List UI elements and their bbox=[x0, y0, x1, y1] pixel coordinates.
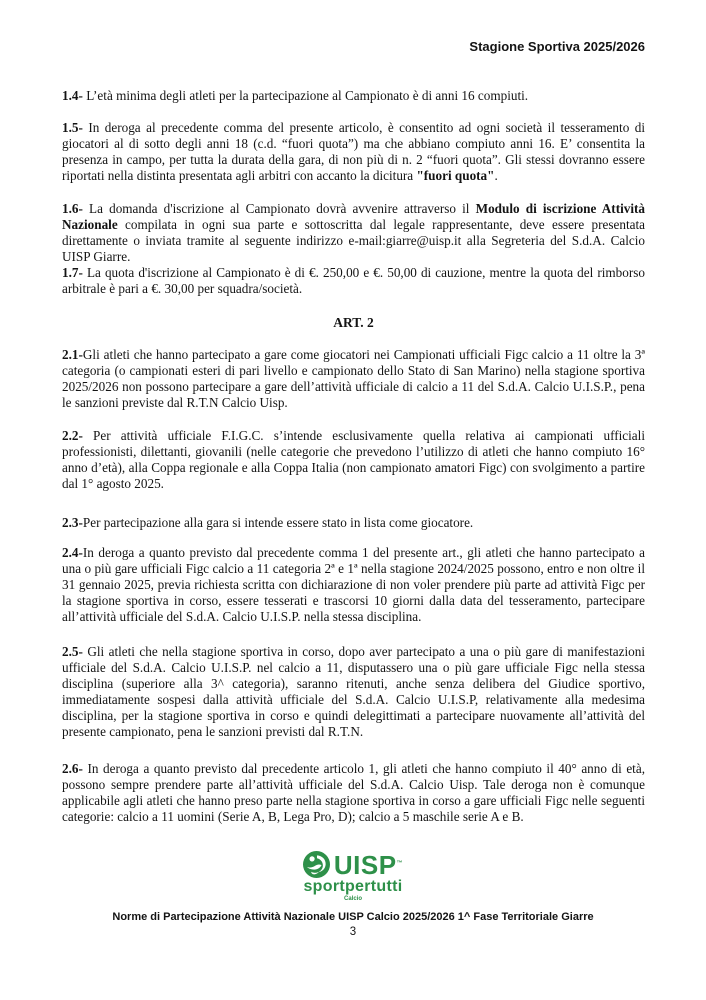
paragraph-1-5 bbox=[62, 120, 645, 184]
paragraph-text: In deroga al precedente comma del presente articolo, è consentito ad ogni società il tesseramento di giocatori al di sotto degli anni 18 (c.d. “fuori quota”) ma che abbiano compiuto anni 16. E’ consentita la presenza in campo, per tutta la durata della gara, di non più di n. 2 “fuori quota”. Gli stessi dovranno essere riportati nella distinta presentata agli arbitri con accanto la dicitura bbox=[62, 120, 645, 183]
paragraph-text: L’età minima degli atleti per la partecipazione al Campionato è di anni 16 compiuti. bbox=[82, 88, 529, 103]
bold-inline-text: "fuori quota" bbox=[416, 168, 495, 183]
paragraph-text: . bbox=[494, 168, 498, 183]
paragraph-number: 1.5- bbox=[62, 120, 83, 135]
paragraph-2-1 bbox=[62, 347, 645, 411]
paragraph-text: compilata in ogni sua parte e sottoscritta dal legale rappresentante, deve essere presentata direttamente o inviata tramite al seguente indirizzo e-mail:giarre@uisp.it alla Segreteria del S.d.A. Calcio UISP Giarre. bbox=[62, 217, 645, 264]
paragraph-text: Per partecipazione alla gara si intende essere stato in lista come giocatore. bbox=[82, 515, 474, 530]
footer-document-title: Norme di Partecipazione Attività Nazionale UISP Calcio 2025/2026 1^ Fase Territoriale Giarre bbox=[112, 911, 594, 923]
paragraph-2-2 bbox=[62, 428, 645, 492]
paragraph-text: La domanda d'iscrizione al Campionato dovrà avvenire attraverso il bbox=[82, 201, 476, 216]
page-header-title: Stagione Sportiva 2025/2026 bbox=[469, 39, 645, 54]
page-footer bbox=[0, 851, 706, 939]
paragraph-text: La quota d'iscrizione al Campionato è di €. 250,00 e €. 50,00 di cauzione, mentre la quota del rimborso arbitrale è pari a €. 30,00 per squadra/società. bbox=[62, 265, 645, 296]
paragraph-block-1-6-1-7 bbox=[62, 201, 645, 297]
paragraph-1-4 bbox=[62, 88, 645, 104]
trademark-symbol: ™ bbox=[396, 859, 404, 866]
paragraph-number: 2.5- bbox=[62, 644, 83, 659]
paragraph-2-6 bbox=[62, 761, 645, 825]
paragraph-text: Per attività ufficiale F.I.G.C. s’intende esclusivamente quella relativa ai campionati ufficiali professionisti, dilettanti, giovanili (nelle categorie che prevedono l’utilizzo di atleti che hanno compiuto 16° anno d’età), alla Coppa regionale e alla Coppa Italia (non campionato amatori Figc) con svolgimento a partire dal 1° agosto 2025. bbox=[62, 428, 645, 491]
paragraph-number: 2.1- bbox=[62, 347, 83, 362]
paragraph-2-4 bbox=[62, 545, 645, 625]
paragraph-number: 1.6- bbox=[62, 201, 83, 216]
article-2-heading: ART. 2 bbox=[333, 315, 374, 330]
uisp-logo-subtitle: Calcio bbox=[343, 896, 362, 902]
paragraph-number: 2.6- bbox=[62, 761, 83, 776]
paragraph-number: 2.4- bbox=[62, 545, 83, 560]
paragraph-number: 1.7- bbox=[62, 265, 83, 280]
paragraph-2-5 bbox=[62, 644, 645, 740]
uisp-logo-icon bbox=[303, 851, 330, 878]
page-number: 3 bbox=[349, 926, 357, 938]
uisp-logo-wordmark: UISP™ bbox=[333, 849, 404, 880]
uisp-logo-tagline: sportpertutti bbox=[303, 878, 403, 895]
paragraph-number: 1.4- bbox=[62, 88, 83, 103]
paragraph-1-6 bbox=[62, 201, 645, 265]
paragraph-1-7 bbox=[62, 265, 645, 297]
paragraph-text: Gli atleti che nella stagione sportiva in corso, dopo aver partecipato a una o più gare di manifestazioni ufficiale del S.d.A. Calcio U.I.S.P. nel calcio a 11, disputassero una o più gare ufficiale Figc nella stessa disciplina (superiore alla 3^ categoria), saranno ritenuti, anche senza delibera del Giudice sportivo, immediatamente sospesi dalla attività ufficiale del S.d.A. Calcio U.I.S.P, relativamente alla medesima disciplina, per la stagione sportiva in corso e quindi delegittimati a partecipare nuovamente all’attività del presente campionato, pena le sanzioni previsti dal R.T.N. bbox=[62, 644, 645, 739]
paragraph-number: 2.3- bbox=[62, 515, 83, 530]
paragraph-text: In deroga a quanto previsto dal precedente articolo 1, gli atleti che hanno compiuto il 40° anno di età, possono sempre prendere parte all’attività ufficiale del S.d.A. Calcio Uisp. Tale deroga non è comunque applicabile agli atleti che hanno preso parte nella stagione sportiva in corso a gare ufficiali Figc nelle seguenti categorie: calcio a 11 uomini (Serie A, B, Lega Pro, D); calcio a 5 maschile serie A e B. bbox=[62, 761, 645, 824]
uisp-logo bbox=[303, 851, 403, 902]
paragraph-text: In deroga a quanto previsto dal precedente comma 1 del presente art., gli atleti che hanno partecipato a una o più gare ufficiali Figc calcio a 11 categoria 2ª e 1ª nella stagione 2024/2025 possono, entro e non oltre il 31 gennaio 2025, previa richiesta scritta con dichiarazione di non voler prendere più parte ad attività Figc per la stagione sportiva in corso, essere tesserati e trascorsi 10 giorni dalla data del tesseramento, partecipare all’attività ufficiale del S.d.A. Calcio U.I.S.P. nella stessa disciplina. bbox=[62, 545, 645, 624]
bold-inline-text: Modulo di iscrizione Attività Nazionale bbox=[62, 201, 645, 232]
paragraph-text: Gli atleti che hanno partecipato a gare come giocatori nei Campionati ufficiali Figc calcio a 11 oltre la 3ª categoria (o campionati esteri di pari livello e campionato dello Stato di San Marino) nella stagione sportiva 2025/2026 non possono partecipare a gare dell’attività ufficiale di calcio a 11 del S.d.A. Calcio U.I.S.P., pena le sanzioni previste dal R.T.N Calcio Uisp. bbox=[62, 347, 645, 410]
paragraph-number: 2.2- bbox=[62, 428, 83, 443]
paragraph-2-3 bbox=[62, 515, 645, 531]
